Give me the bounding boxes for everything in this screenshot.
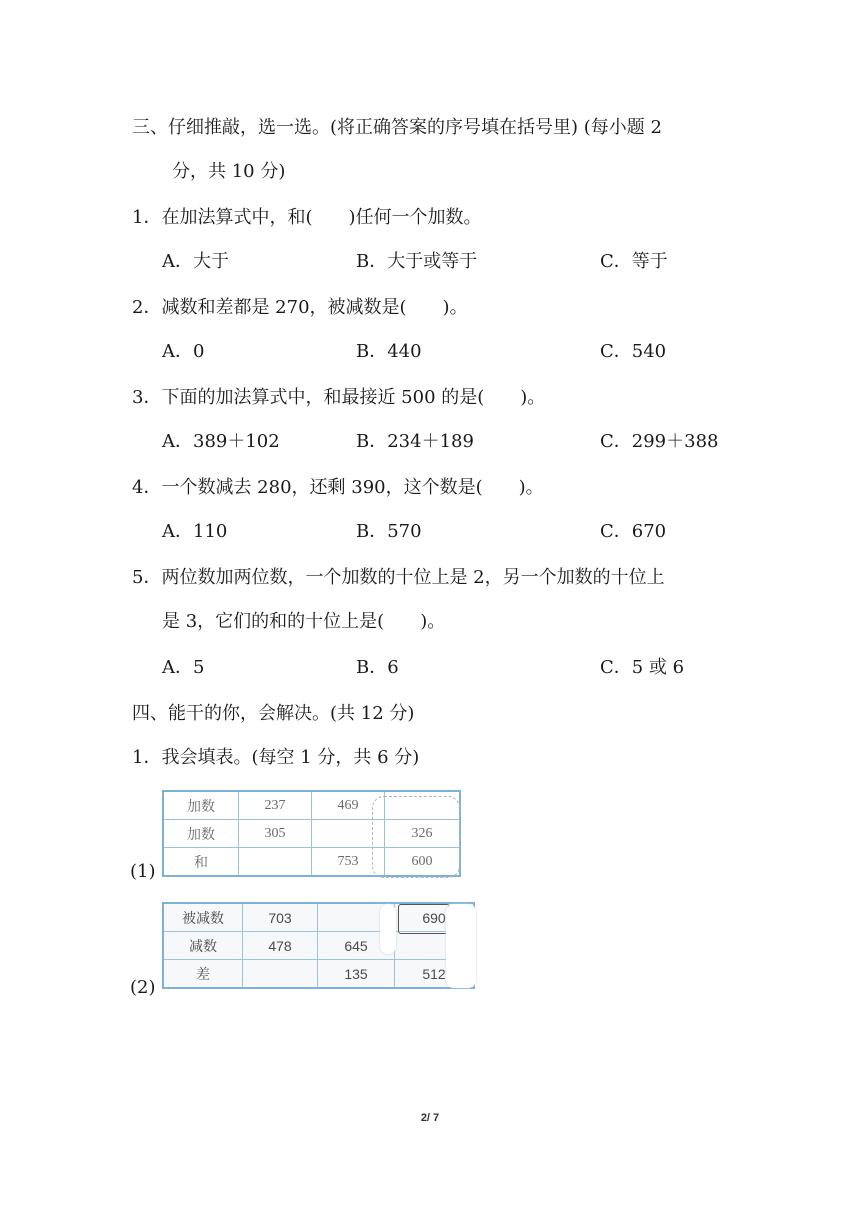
table-cell: 被减数 [163,903,243,932]
section3-title-line2: 分，共 10 分) [172,161,286,182]
question-2-option-a: A．0 [162,341,205,362]
question-2-option-b: B．440 [356,341,422,362]
table-cell: 减数 [163,932,243,960]
question-2-stem: 2．减数和差都是 270，被减数是( )。 [132,297,468,318]
table-cell [239,848,312,877]
table-cell: 469 [312,791,385,820]
table-cell: 加数 [163,820,239,848]
table-cell: 753 [312,848,385,877]
table-cell: 差 [163,960,243,989]
question-3-option-a: A．389＋102 [162,431,280,452]
question-5-option-c: C．5 或 6 [600,657,685,678]
question-4-option-a: A．110 [162,521,228,542]
table-cell: 加数 [163,791,239,820]
table-cell [243,960,318,989]
question-5-option-a: A．5 [162,657,205,678]
page-number: 2/ 7 [420,1112,440,1124]
question-4-stem: 4．一个数减去 280，还剩 390，这个数是( )。 [132,477,544,498]
table2-label: (2) [130,977,156,998]
question-1-option-b: B．大于或等于 [356,251,478,272]
table-cell: 305 [239,820,312,848]
table-cell: 135 [318,960,395,989]
question-1-stem: 1．在加法算式中，和( )任何一个加数。 [132,207,482,228]
table-cell: 326 [385,820,461,848]
highlight-box [398,904,450,934]
section3-title-line1: 三、仔细推敲，选一选。(将正确答案的序号填在括号里) (每小题 2 [132,117,662,138]
scan-artifact [446,904,476,988]
question-3-option-b: B．234＋189 [356,431,474,452]
question-1-option-a: A．大于 [162,251,229,272]
scan-artifact [380,904,396,954]
question-5-stem: 5．两位数加两位数，一个加数的十位上是 2，另一个加数的十位上 [132,567,665,588]
question-4-option-b: B．570 [356,521,422,542]
table-cell: 237 [239,791,312,820]
section4-question-1: 1．我会填表。(每空 1 分，共 6 分) [132,747,420,768]
question-5-option-b: B．6 [356,657,399,678]
table-row [163,932,474,960]
question-2-option-c: C．540 [600,341,667,362]
table-row [163,960,474,989]
table-cell: 478 [243,932,318,960]
question-3-option-c: C．299＋388 [600,431,719,452]
section4-title: 四、能干的你，会解决。(共 12 分) [132,703,415,724]
question-1-option-c: C．等于 [600,251,668,272]
question-3-stem: 3．下面的加法算式中，和最接近 500 的是( )。 [132,387,546,408]
table-cell: 690 [395,903,475,932]
question-4-option-c: C．670 [600,521,667,542]
question-5-stem-cont: 是 3，它们的和的十位上是( )。 [162,611,446,632]
table-cell: 600 [385,848,461,877]
scan-artifact [372,796,460,878]
table-cell: 645 [318,932,395,960]
table1-label: (1) [130,861,156,882]
table-cell: 703 [243,903,318,932]
table-cell: 512 [395,960,475,989]
table-cell: 和 [163,848,239,877]
